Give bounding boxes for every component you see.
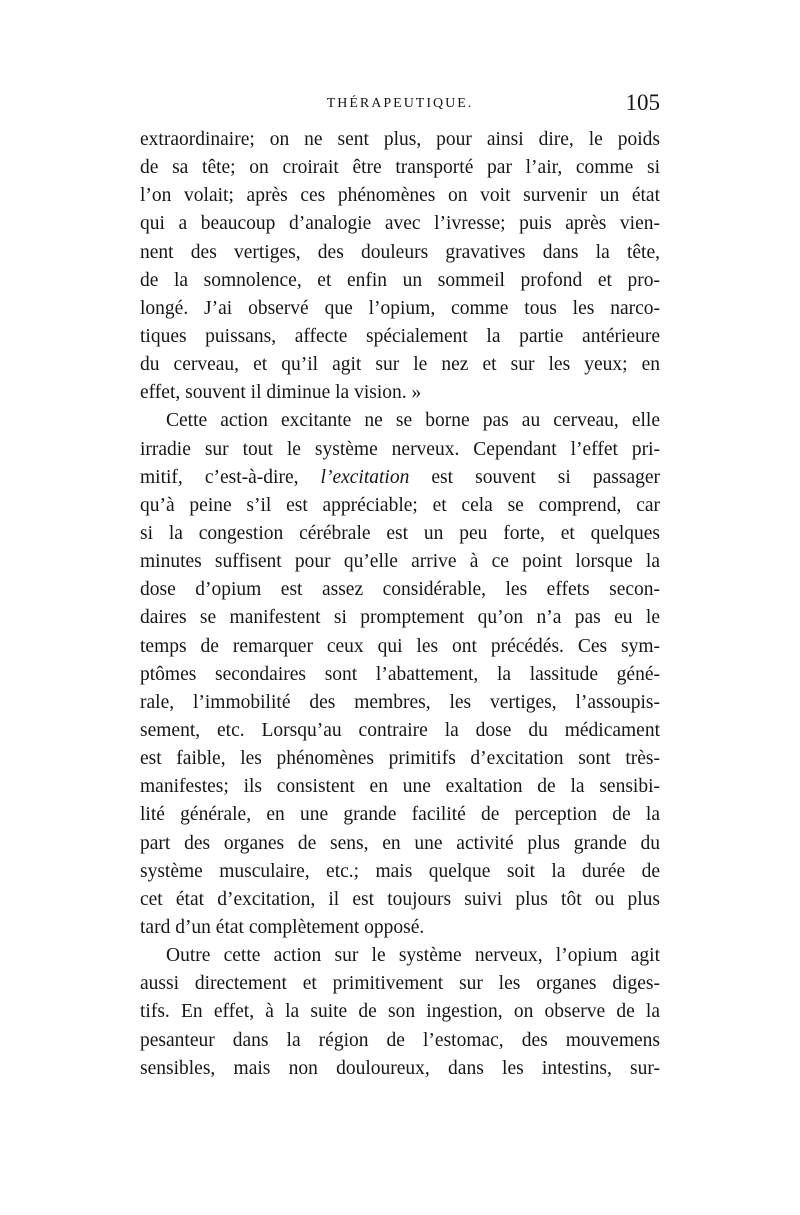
text-line: temps de remarquer ceux qui les ont précédés. Ces sym- bbox=[140, 635, 660, 657]
text-line: tard d’un état complètement opposé. bbox=[140, 916, 425, 938]
text-line: de la somnolence, et enfin un sommeil profond et pro- bbox=[140, 269, 660, 291]
text-line: tiques puissans, affecte spécialement la partie antérieure bbox=[140, 325, 660, 347]
header-title: THÉRAPEUTIQUE. bbox=[326, 96, 474, 111]
text-line: effet, souvent il diminue la vision. » bbox=[140, 382, 422, 404]
text-line: longé. J’ai observé que l’opium, comme tous les narco- bbox=[140, 297, 660, 319]
text-line: cet état d’excitation, il est toujours suivi plus tôt ou plus bbox=[140, 888, 660, 910]
text-line: est faible, les phénomènes primitifs d’excitation sont très- bbox=[140, 748, 660, 770]
text-line: nent des vertiges, des douleurs gravatives dans la tête, bbox=[140, 241, 660, 263]
text-line: Cette action excitante ne se borne pas au cerveau, elle bbox=[166, 410, 660, 432]
text-line: sement, etc. Lorsqu’au contraire la dose du médicament bbox=[140, 719, 660, 741]
text-line: irradie sur tout le système nerveux. Cependant l’effet pri- bbox=[140, 438, 660, 460]
text-line: système musculaire, etc.; mais quelque soit la durée de bbox=[140, 860, 660, 882]
text-line: lité générale, en une grande facilité de perception de la bbox=[140, 804, 660, 826]
emphasis-word: l’excitation bbox=[320, 466, 410, 488]
text-line: extraordinaire; on ne sent plus, pour ainsi dire, le poids bbox=[140, 129, 660, 150]
text-line: si la congestion cérébrale est un peu forte, et quelques bbox=[140, 522, 660, 544]
text-line: minutes suffisent pour qu’elle arrive à ce point lorsque la bbox=[140, 551, 660, 573]
body-text bbox=[140, 126, 660, 1083]
text-line: part des organes de sens, en une activité plus grande du bbox=[140, 832, 660, 854]
text-line: dose d’opium est assez considérable, les effets secon- bbox=[140, 579, 660, 601]
text-run: mitif, c’est-à-dire, bbox=[140, 466, 321, 488]
text-line-with-emphasis bbox=[140, 464, 660, 492]
text-line: qu’à peine s’il est appréciable; et cela se comprend, car bbox=[140, 494, 660, 516]
page-number: 105 bbox=[625, 90, 660, 115]
text-line: du cerveau, et qu’il agit sur le nez et sur les yeux; en bbox=[140, 354, 660, 376]
text-line: rale, l’immobilité des membres, les vertiges, l’assoupis- bbox=[140, 691, 660, 713]
text-line: aussi directement et primitivement sur les organes diges- bbox=[140, 973, 660, 995]
text-line: manifestes; ils consistent en une exaltation de la sensibi- bbox=[140, 776, 660, 798]
text-line: daires se manifestent si promptement qu’on n’a pas eu le bbox=[140, 607, 660, 629]
running-head bbox=[140, 92, 660, 118]
text-line: tifs. En effet, à la suite de son ingestion, on observe de la bbox=[140, 1001, 660, 1023]
text-line: de sa tête; on croirait être transporté par l’air, comme si bbox=[140, 157, 660, 179]
text-line: l’on volait; après ces phénomènes on voit survenir un état bbox=[140, 185, 660, 207]
text-line: ptômes secondaires sont l’abattement, la lassitude géné- bbox=[140, 663, 660, 685]
text-line: qui a beaucoup d’analogie avec l’ivresse; puis après vien- bbox=[140, 213, 660, 235]
text-run: est souvent si passager bbox=[409, 466, 660, 488]
text-line: pesanteur dans la région de l’estomac, des mouvemens bbox=[140, 1029, 660, 1051]
text-line: sensibles, mais non douloureux, dans les intestins, sur- bbox=[140, 1057, 660, 1079]
text-line: Outre cette action sur le système nerveux, l’opium agit bbox=[166, 945, 660, 967]
